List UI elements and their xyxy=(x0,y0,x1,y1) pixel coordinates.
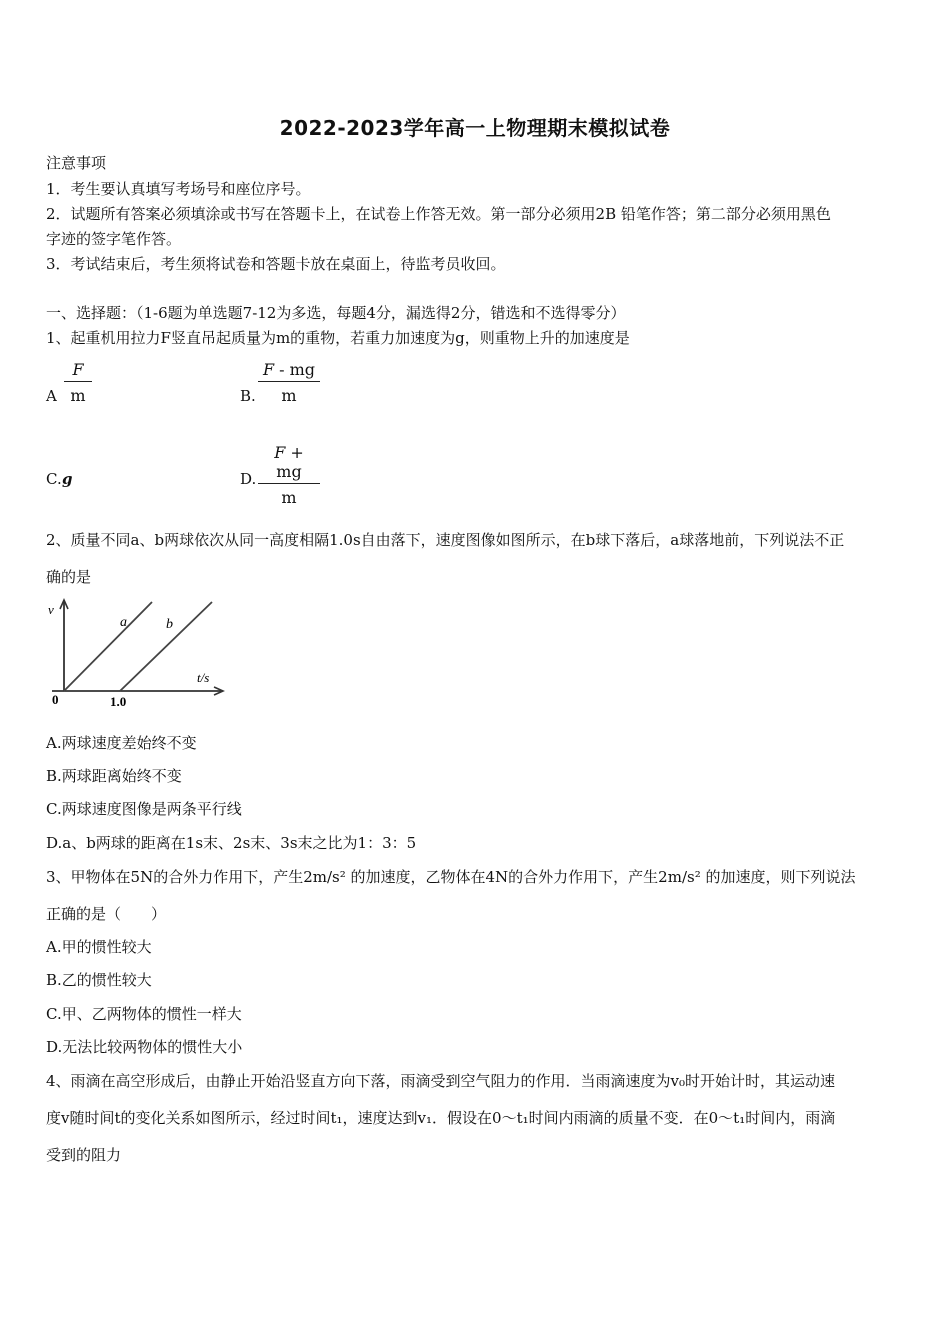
line-a-label: a xyxy=(120,615,127,630)
q1-option-b-rest: - mg xyxy=(274,360,316,379)
q1-option-c-label: C. xyxy=(46,470,62,488)
q3-option-c: C.甲、乙两物体的惯性一样大 xyxy=(46,1005,242,1023)
t-axis-label: t/s xyxy=(197,670,210,685)
q1-option-c-text: g xyxy=(62,470,73,488)
q1-option-a-fraction xyxy=(64,360,92,405)
notice-item-3: 3．考试结束后，考生须将试卷和答题卡放在桌面上，待监考员收回。 xyxy=(46,255,506,273)
q1-option-d-fraction xyxy=(258,443,320,507)
q2-option-c: C.两球速度图像是两条平行线 xyxy=(46,800,242,818)
q1-option-d-label: D. xyxy=(240,470,257,488)
q3-stem-line1: 3、甲物体在5N的合外力作用下，产生2m/s² 的加速度，乙物体在4N的合外力作用下，产生2m/s² 的加速度，则下列说法 xyxy=(46,868,856,886)
q2-option-b: B.两球距离始终不变 xyxy=(46,767,182,785)
q3-option-b: B.乙的惯性较大 xyxy=(46,971,152,989)
q1-option-b-fraction xyxy=(258,360,320,405)
q1-option-a-denominator: m xyxy=(70,386,86,405)
origin-label: 0 xyxy=(52,692,59,707)
q4-stem-line2: 度v随时间t的变化关系如图所示，经过时间t₁，速度达到v₁．假设在0～t₁时间内雨滴的质量不变．在0～t₁时间内，雨滴 xyxy=(46,1109,836,1127)
q1-option-d-var: F xyxy=(274,443,286,462)
q3-stem-line2: 正确的是（ ） xyxy=(46,905,167,923)
q3-option-a: A.甲的惯性较大 xyxy=(46,938,152,956)
graph-line-a xyxy=(64,602,152,691)
notice-item-1: 1．考生要认真填写考场号和座位序号。 xyxy=(46,180,311,198)
tick-label-1: 1.0 xyxy=(110,694,127,709)
line-b-label: b xyxy=(166,617,173,632)
q1-stem: 1、起重机用拉力F竖直吊起质量为m的重物，若重力加速度为g，则重物上升的加速度是 xyxy=(46,329,630,347)
q1-option-a-numerator: F xyxy=(64,360,92,382)
q2-option-a: A.两球速度差始终不变 xyxy=(46,734,197,752)
q1-option-b-numerator xyxy=(258,360,320,382)
notice-item-2: 2．试题所有答案必须填涂或书写在答题卡上，在试卷上作答无效。第一部分必须用2B 铅笔作答；第二部分必须用黑色 xyxy=(46,205,831,223)
q4-stem-line1: 4、雨滴在高空形成后，由静止开始沿竖直方向下落，雨滴受到空气阻力的作用．当雨滴速度为v₀时开始计时，其运动速 xyxy=(46,1072,836,1090)
q1-option-b-label: B. xyxy=(240,387,256,405)
v-axis-label: v xyxy=(48,602,54,617)
q2-option-d: D.a、b两球的距离在1s末、2s末、3s末之比为1：3：5 xyxy=(46,834,417,852)
q3-option-d: D.无法比较两物体的惯性大小 xyxy=(46,1038,243,1056)
q1-option-b-denominator: m xyxy=(281,386,297,405)
section-heading: 一、选择题：（1-6题为单选题7-12为多选，每题4分，漏选得2分，错选和不选得零分） xyxy=(46,304,626,322)
q1-option-b-var: F xyxy=(262,360,275,379)
q1-option-d-numerator xyxy=(258,443,320,484)
notice-heading: 注意事项 xyxy=(46,154,107,172)
notice-item-2-cont: 字迹的签字笔作答。 xyxy=(46,230,182,248)
page-title: 2022-2023学年高一上物理期末模拟试卷 xyxy=(279,116,671,140)
q2-velocity-time-graph xyxy=(44,596,229,714)
q4-stem-line3: 受到的阻力 xyxy=(46,1146,122,1164)
q1-option-a-label: A xyxy=(46,387,57,405)
q2-stem-line2: 确的是 xyxy=(46,568,92,586)
q2-stem-line1: 2、质量不同a、b两球依次从同一高度相隔1.0s自由落下，速度图像如图所示，在b球下落后，a球落地前，下列说法不正 xyxy=(46,531,845,549)
q1-option-d-rest: + mg xyxy=(276,443,304,481)
q1-option-d-denominator: m xyxy=(281,488,297,507)
